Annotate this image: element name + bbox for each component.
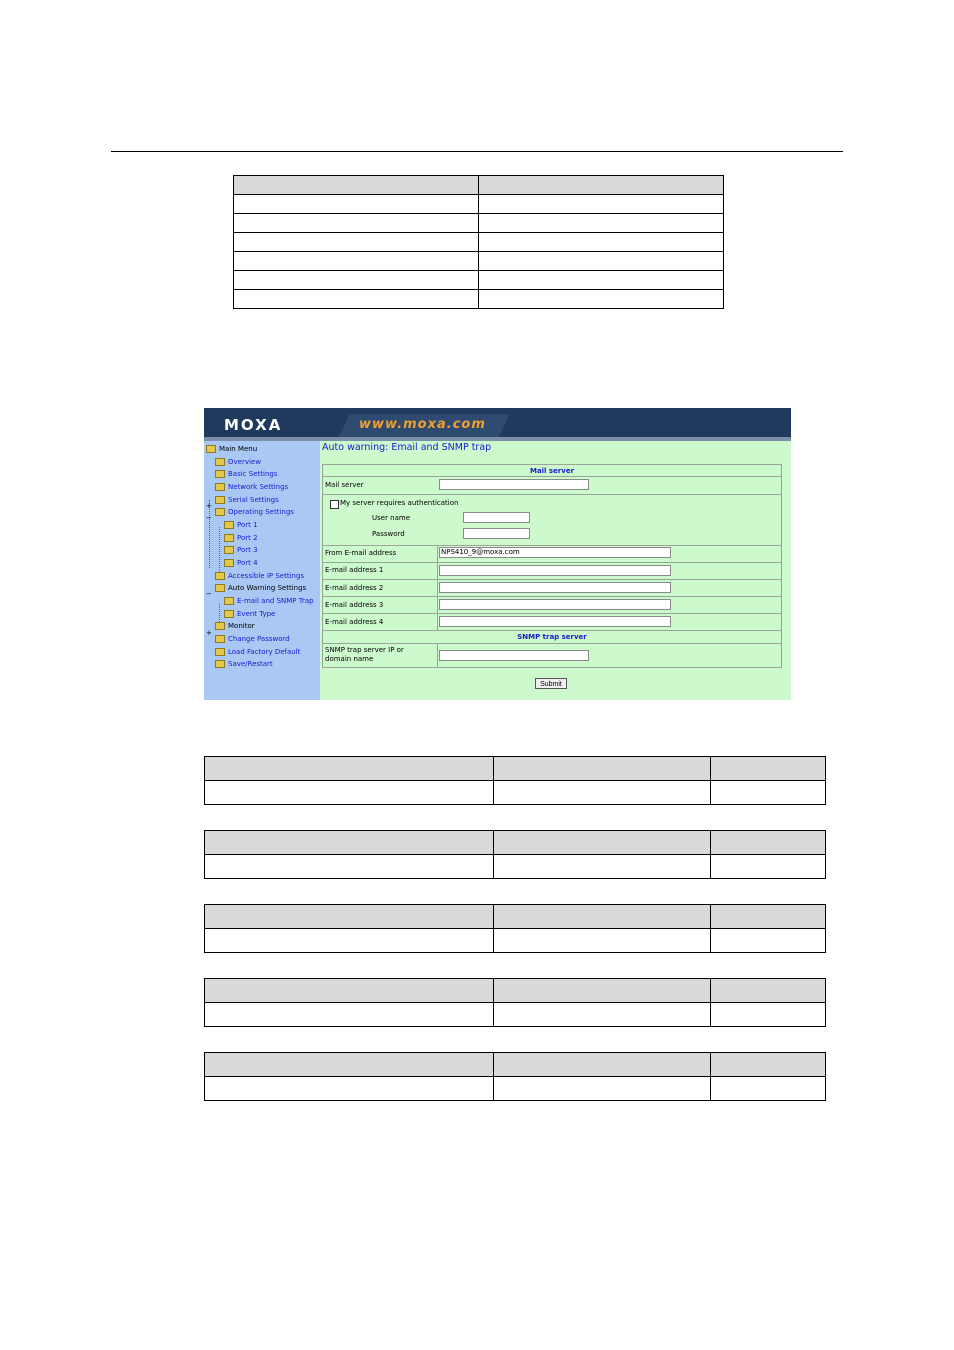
moxa-logo: MOXA [224,416,283,434]
parameter-table [204,1052,826,1101]
divider [323,613,781,614]
parameter-table [204,830,826,879]
sidebar-item-email-snmp-trap[interactable]: E-mail and SNMP Trap [224,596,314,607]
collapse-icon[interactable]: − [206,514,212,522]
sidebar-item-auto-warning[interactable]: Auto Warning Settings [215,583,306,594]
expand-icon[interactable]: + [206,629,212,637]
folder-icon [215,496,225,504]
sidebar-item-port-1[interactable]: Port 1 [224,520,258,531]
folder-icon [215,622,225,630]
section-mail-server: Mail server [529,467,575,475]
divider [323,579,781,580]
table-row [205,781,826,805]
sidebar-item-accessible-ip[interactable]: Accessible IP Settings [215,571,304,582]
sidebar-item-port-3[interactable]: Port 3 [224,545,258,556]
parameter-table [204,756,826,805]
folder-icon [215,660,225,668]
folder-icon [215,648,225,656]
snmp-label-line2: domain name [325,655,374,663]
tree-line [219,527,220,572]
divider [323,494,781,495]
table-row [205,1077,826,1101]
table-row [205,855,826,879]
divider [323,596,781,597]
email-address-1-input[interactable] [439,565,671,576]
email-address-4-label: E-mail address 4 [325,618,384,626]
main-content [320,441,791,700]
table-header-row [205,831,826,855]
banner [204,408,791,441]
table-row [234,271,724,290]
from-email-input[interactable]: NPS410_9@moxa.com [439,547,671,558]
password-input[interactable] [463,528,530,539]
folder-icon [215,572,225,580]
sidebar-item-port-4[interactable]: Port 4 [224,558,258,569]
table-header-row [205,1053,826,1077]
sidebar-item-monitor[interactable]: Monitor [215,621,255,632]
table-row [234,252,724,271]
auth-checkbox[interactable] [330,500,339,509]
folder-icon [224,534,234,542]
tree-line [219,603,220,622]
folder-icon [206,445,216,453]
from-email-label: From E-mail address [325,549,397,557]
folder-icon [224,610,234,618]
auth-label: My server requires authentication [340,499,459,507]
settings-form [322,464,782,668]
folder-icon [224,597,234,605]
sidebar-item-overview[interactable]: Overview [215,457,261,468]
sidebar-menu [204,441,320,700]
mail-server-label: Mail server [325,481,364,489]
column-divider [437,546,438,630]
column-divider [437,644,438,667]
folder-icon [215,458,225,466]
mail-server-input[interactable] [439,479,589,490]
sidebar-item-event-type[interactable]: Event Type [224,609,275,620]
email-address-3-label: E-mail address 3 [325,601,384,609]
expand-icon[interactable]: + [206,502,212,510]
table-row [205,929,826,953]
folder-icon [215,470,225,478]
section-snmp-trap-server: SNMP trap server [517,633,587,641]
table-row [234,233,724,252]
divider [323,476,781,477]
username-input[interactable] [463,512,530,523]
email-address-1-label: E-mail address 1 [325,566,384,574]
screenshot-window [204,408,791,700]
folder-open-icon [215,508,225,516]
table-header-row [205,757,826,781]
table-row [234,195,724,214]
header-rule [111,151,843,152]
parameter-table [204,904,826,953]
submit-button[interactable]: Submit [535,678,567,689]
table-row [205,1003,826,1027]
email-address-3-input[interactable] [439,599,671,610]
sidebar-item-basic-settings[interactable]: Basic Settings [215,469,277,480]
snmp-server-input[interactable] [439,650,589,661]
banner-url: www.moxa.com [359,417,486,432]
table-row [234,290,724,309]
sidebar-item-serial-settings[interactable]: Serial Settings [215,495,279,506]
email-address-4-input[interactable] [439,616,671,627]
password-label: Password [372,530,405,538]
sidebar-item-main-menu[interactable]: Main Menu [206,444,257,455]
settings-table [233,175,724,309]
sidebar-item-operating-settings[interactable]: Operating Settings [215,507,294,518]
table-header-row [205,905,826,929]
folder-icon [224,559,234,567]
folder-icon [215,635,225,643]
sidebar-item-network-settings[interactable]: Network Settings [215,482,288,493]
divider [323,545,781,546]
collapse-icon[interactable]: − [206,590,212,598]
table-header-row [234,176,724,195]
sidebar-item-change-password[interactable]: Change Password [215,634,290,645]
divider [323,562,781,563]
parameter-table [204,978,826,1027]
email-address-2-label: E-mail address 2 [325,584,384,592]
divider [323,643,781,644]
sidebar-item-port-2[interactable]: Port 2 [224,533,258,544]
table-row [234,214,724,233]
sidebar-item-save-restart[interactable]: Save/Restart [215,659,273,670]
folder-icon [215,483,225,491]
email-address-2-input[interactable] [439,582,671,593]
divider [323,630,781,631]
folder-icon [224,546,234,554]
sidebar-item-load-factory-default[interactable]: Load Factory Default [215,647,300,658]
folder-open-icon [215,584,225,592]
table-header-row [205,979,826,1003]
folder-icon [224,521,234,529]
page-title: Auto warning: Email and SNMP trap [322,442,492,453]
username-label: User name [372,514,411,522]
snmp-label-line1: SNMP trap server IP or [325,646,404,654]
